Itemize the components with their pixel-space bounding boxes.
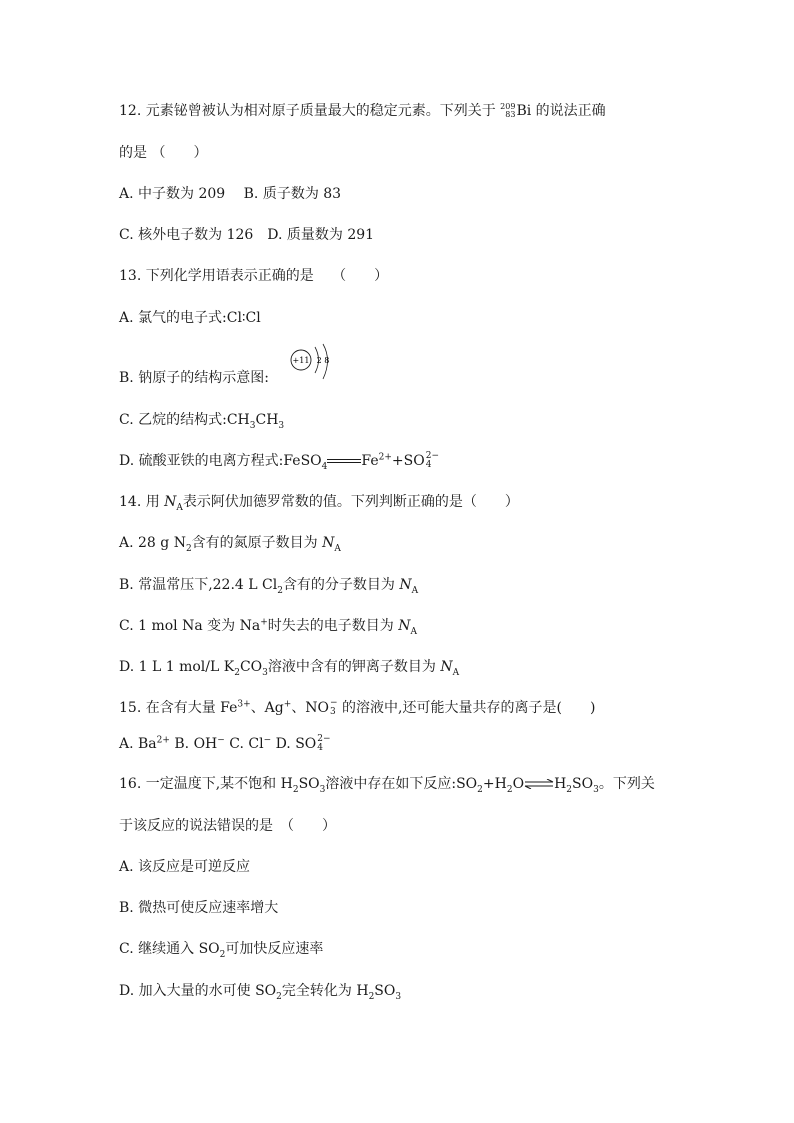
q12-options-ab: A. 中子数为 209 B. 质子数为 83 [119, 186, 342, 202]
q12-options-cd: C. 核外电子数为 126 D. 质量数为 291 [119, 227, 375, 243]
q13-option-b [119, 368, 269, 388]
q16-option-c: C. 继续通入 $SO_2$可加快反应速率 [119, 941, 324, 960]
equals-arrow-icon [327, 457, 361, 465]
q14-option-c: C. 1 mol Na 变为 Na+时失去的电子数目为 $N_A$ [119, 617, 417, 637]
q13-option-d: D. 硫酸亚铁的电离方程式:FeSO$_4$ $Fe^{2+}+SO$ 2− 4 [119, 451, 439, 472]
q15-options: A. $Ba^{2+}$ B. OH− C. Cl− D. SO 2− 4 [119, 734, 331, 753]
q13-option-c: C. 乙烷的结构式$:CH_3CH_3$ [119, 412, 285, 431]
q16-option-b: B. 微热可使反应速率增大 [119, 900, 279, 916]
q12-nuclide-symbol: Bi [516, 103, 532, 119]
q14-stem: 14. 用 $N_A$表示阿伏加德罗常数的值。下列判断正确的是（ ） [119, 494, 519, 513]
q14-option-d: D. 1 L 1 mol/L $K_2CO_3$溶液中含有的钾离子数目为 $N_A$ [119, 659, 460, 678]
q13-option-b-text: B. 钠原子的结构示意图: [119, 370, 269, 386]
q13-option-a: A. 氯气的电子式:Cl∶Cl [119, 310, 261, 326]
q12-stem-line2: 的是 （ ） [119, 145, 208, 161]
q16-option-d: D. 加入大量的水可使 $SO_2$完全转化为 $H_2SO_3$ [119, 983, 402, 1002]
q14-option-b: B. 常温常压下,22.4 L $Cl_2$含有的分子数目为 $N_A$ [119, 577, 419, 596]
q12-stem-a: 12. 元素铋曾被认为相对原子质量最大的稳定元素。下列关于 [119, 103, 496, 119]
q12-nuclide-numbers: 209 83 [500, 102, 516, 119]
sodium-atom-diagram [288, 343, 336, 385]
q13-stem: 13. 下列化学用语表示正确的是 （ ） [119, 268, 389, 284]
q16-stem-line2: 于该反应的说法错误的是 （ ） [119, 818, 336, 834]
atom-shell-labels: 2 8 [316, 356, 330, 365]
atom-nucleus-label: +11 [292, 356, 310, 365]
reversible-arrow-icon [524, 779, 554, 789]
q16-stem-line1: 16. 一定温度下,某不饱和 $H_2SO_3$溶液中存在如下反应$:SO_2+H_2O$ $H_2SO_3$。下列关 [119, 776, 655, 795]
q15-stem: 15. 在含有大量 $Fe^{3+}$、Ag+、NO − 3 的溶液中,还可能大量共存的离子是( ) [119, 698, 596, 717]
q12-stem-b: 的说法正确 [535, 103, 606, 119]
q12-stem-line1 [119, 101, 606, 121]
q14-option-a: A. 28 g $N_2$含有的氮原子数目为 $N_A$ [119, 535, 341, 554]
q16-option-a: A. 该反应是可逆反应 [119, 859, 251, 875]
